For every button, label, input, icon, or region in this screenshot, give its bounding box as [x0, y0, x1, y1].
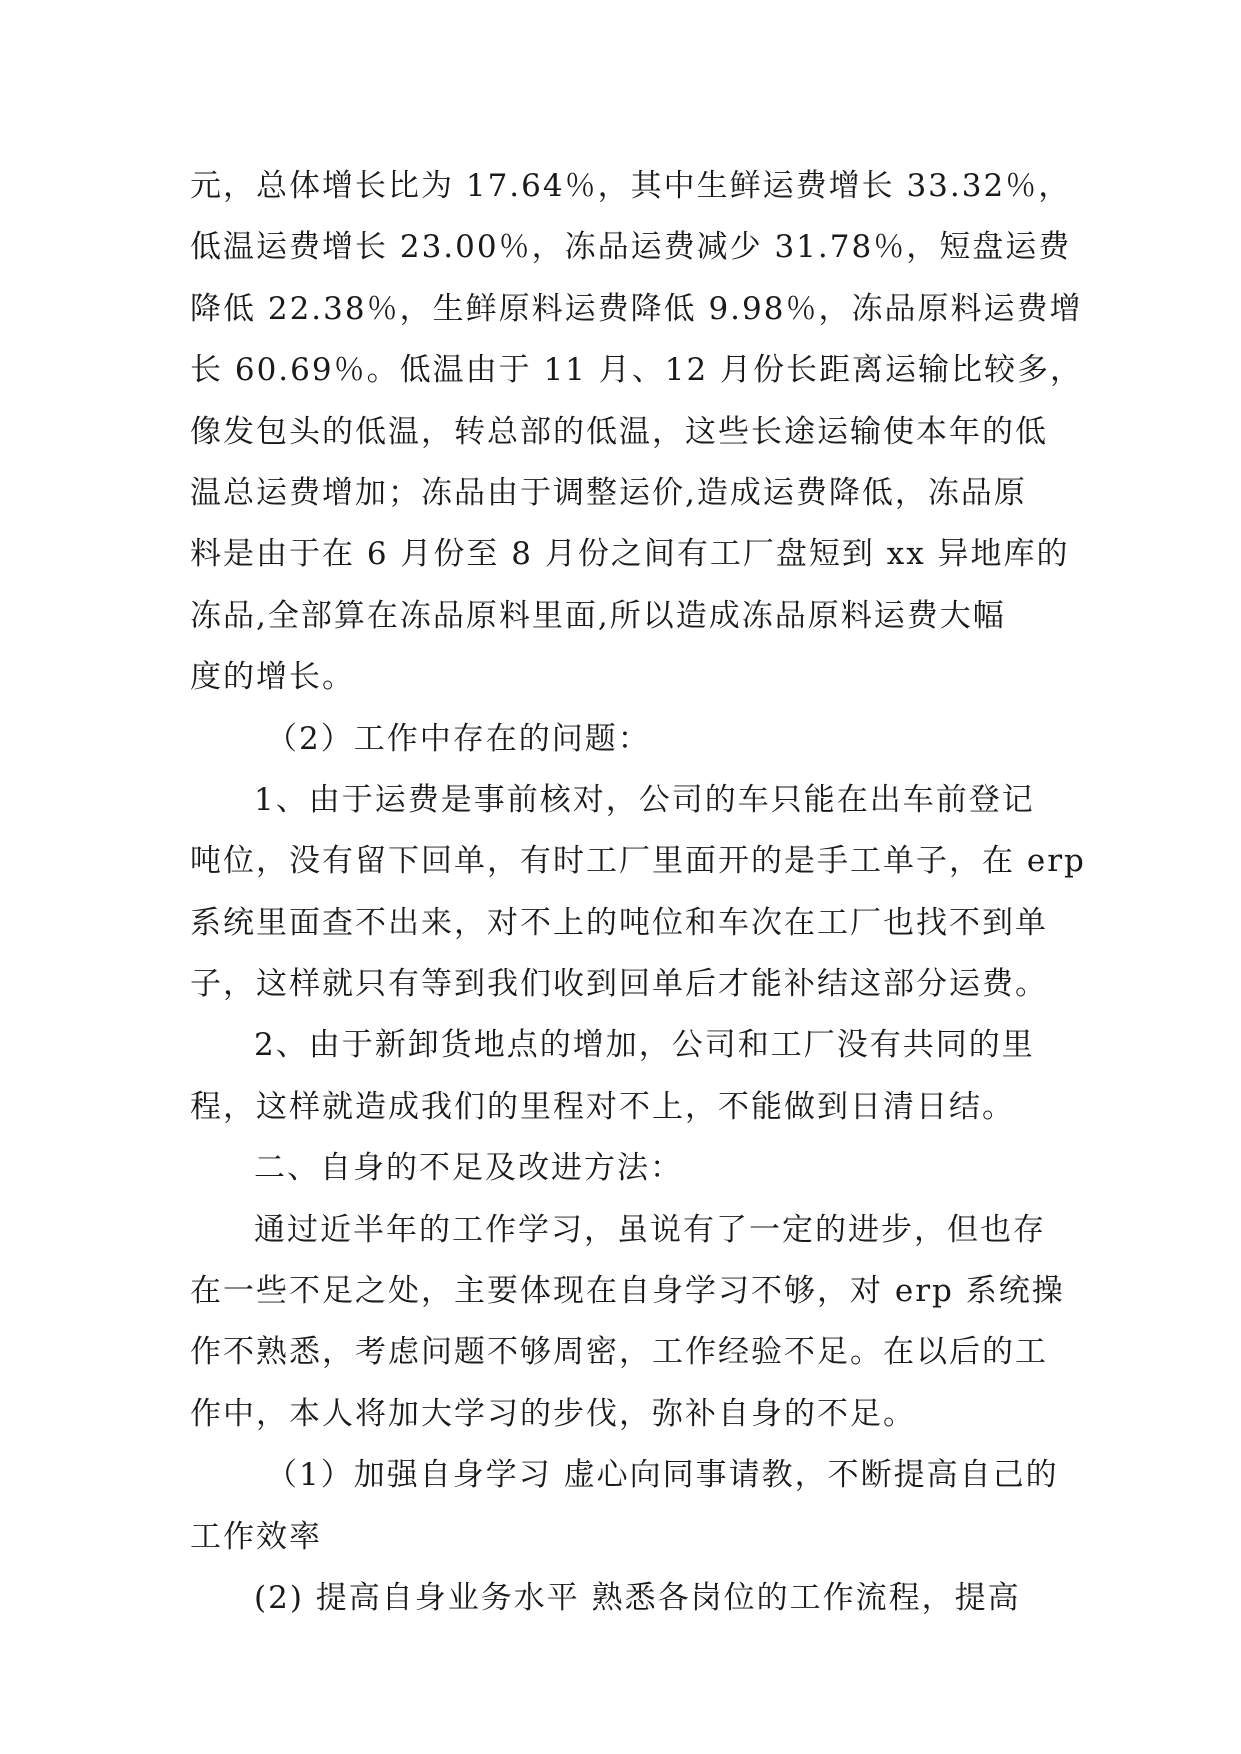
text-line: 长 60.69％。低温由于 11 月、12 月份长距离运输比较多，	[190, 352, 1084, 389]
paragraph-first-line: 2、由于新卸货地点的增加，公司和工厂没有共同的里	[254, 1027, 1035, 1064]
paragraph-first-line: （1）加强自身学习 虚心向同事请教，不断提高自己的	[266, 1457, 1059, 1494]
text-line: 吨位，没有留下回单，有时工厂里面开的是手工单子，在 erp	[190, 843, 1086, 880]
text-line: 温总运费增加；冻品由于调整运价,造成运费降低，冻品原	[190, 474, 1027, 511]
paragraph-first-line: 1、由于运费是事前核对，公司的车只能在出车前登记	[254, 781, 1035, 818]
text-line: 度的增长。	[190, 659, 355, 696]
text-line: 子，这样就只有等到我们收到回单后才能补结这部分运费。	[190, 966, 1048, 1003]
text-line: 作不熟悉，考虑问题不够周密，工作经验不足。在以后的工	[190, 1334, 1048, 1371]
text-line: 作中，本人将加大学习的步伐，弥补自身的不足。	[190, 1395, 916, 1432]
document-body	[190, 156, 1086, 1629]
text-line: 元，总体增长比为 17.64％，其中生鲜运费增长 33.32％，	[190, 168, 1072, 204]
paragraph-first-line: (2) 提高自身业务水平 熟悉各岗位的工作流程，提高	[254, 1579, 1021, 1616]
text-line: 冻品,全部算在冻品原料里面,所以造成冻品原料运费大幅	[190, 597, 1006, 634]
text-line: 在一些不足之处，主要体现在自身学习不够，对 erp 系统操	[190, 1273, 1065, 1310]
text-line: 程，这样就造成我们的里程对不上，不能做到日清日结。	[190, 1088, 1015, 1125]
text-line: 降低 22.38％，生鲜原料运费降低 9.98％，冻品原料运费增	[190, 290, 1083, 327]
section-heading: （2）工作中存在的问题：	[266, 720, 651, 757]
paragraph-first-line: 通过近半年的工作学习，虽说有了一定的进步，但也存	[254, 1211, 1046, 1248]
text-line: 像发包头的低温，转总部的低温，这些长途运输使本年的低	[190, 413, 1048, 450]
text-line: 料是由于在 6 月份至 8 月份之间有工厂盘短到 xx 异地库的	[190, 536, 1070, 573]
text-line: 系统里面查不出来，对不上的吨位和车次在工厂也找不到单	[190, 904, 1048, 941]
text-line: 低温运费增长 23.00％，冻品运费减少 31.78％，短盘运费	[190, 229, 1072, 266]
section-heading: 二、自身的不足及改进方法：	[254, 1150, 683, 1187]
text-line: 工作效率	[190, 1518, 322, 1555]
